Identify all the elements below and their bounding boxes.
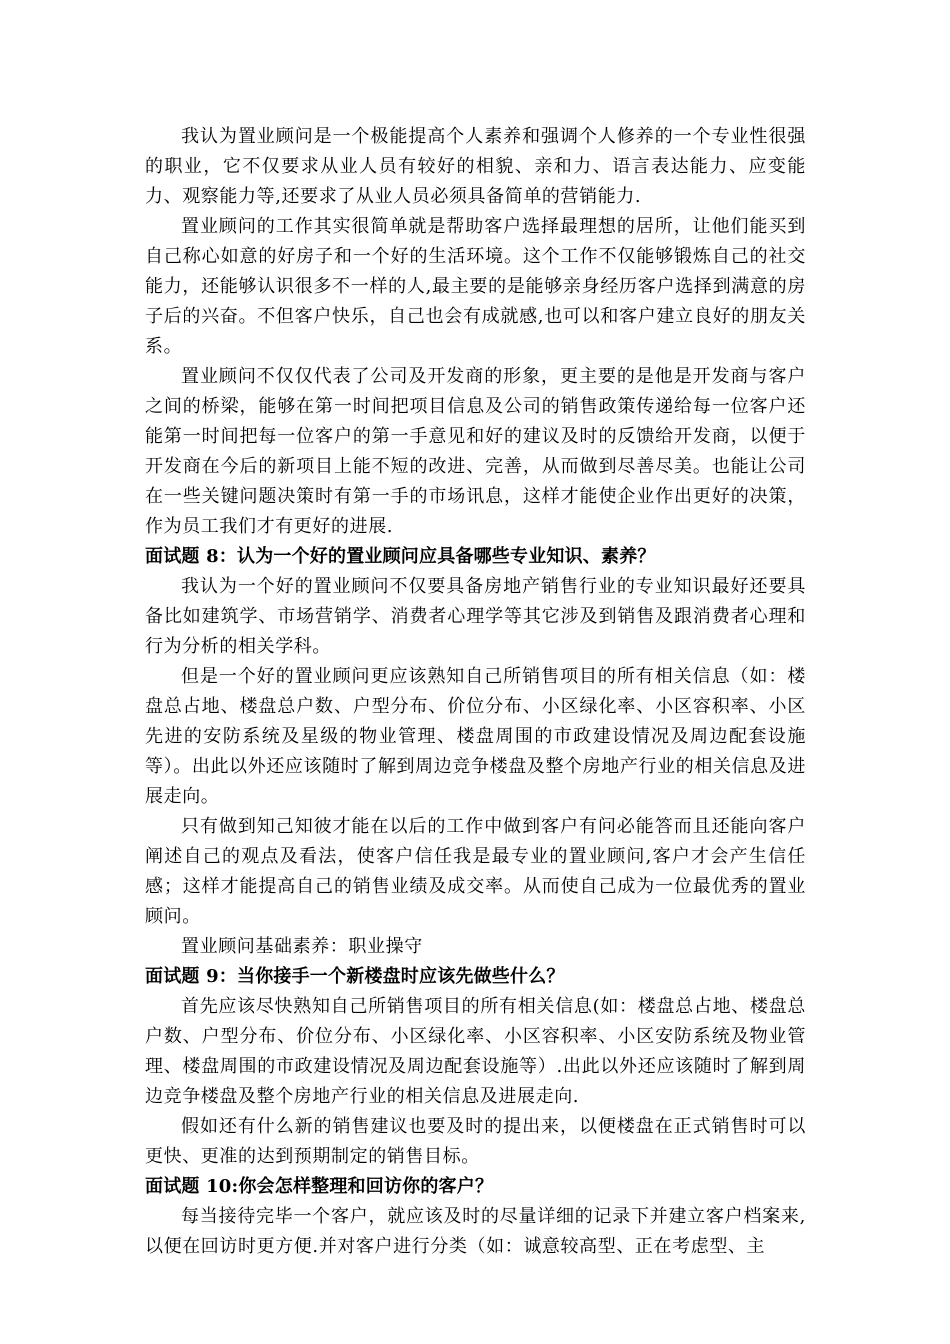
paragraph: 置业顾问的工作其实很简单就是帮助客户选择最理想的居所，让他们能买到自己称心如意的好房子和一个好的生活环境。这个工作不仅能够锻炼自己的社交能力，还能够认识很多不一样的人,最主要的是能够亲身经历客户选择到满意的房子后的兴奋。不但客户快乐，自己也会有成就感,也可以和客户建立良好的朋友关系。	[145, 216, 806, 357]
paragraph: 置业顾问不仅仅代表了公司及开发商的形象，更主要的是他是开发商与客户之间的桥梁，能够在第一时间把项目信息及公司的销售政策传递给每一位客户还能第一时间把每一位客户的第一手意见和好的建议及时的反馈给开发商，以便于开发商在今后的新项目上能不短的改进、完善，从而做到尽善尽美。也能让公司在一些关键问题决策时有第一手的市场讯息，这样才能使企业作出更好的决策，作为员工我们才有更好的进展.	[145, 366, 806, 537]
question-heading: 面试题 9：当你接手一个新楼盘时应该先做些什么？	[145, 966, 565, 987]
question-heading: 面试题 8：认为一个好的置业顾问应具备哪些专业知识、素养？	[145, 546, 656, 567]
paragraph: 但是一个好的置业顾问更应该熟知自己所销售项目的所有相关信息（如：楼盘总占地、楼盘总户数、户型分布、价位分布、小区绿化率、小区容积率、小区先进的安防系统及星级的物业管理、楼盘周围的市政建设情况及周边配套设施等）。出此以外还应该随时了解到周边竞争楼盘及整个房地产行业的相关信息及进展走向。	[145, 666, 806, 807]
document-page	[145, 122, 806, 1262]
paragraph: 置业顾问基础素养：职业操守	[181, 936, 423, 957]
paragraph: 假如还有什么新的销售建议也要及时的提出来，以便楼盘在正式销售时可以更快、更准的达到预期制定的销售目标。	[145, 1116, 806, 1167]
paragraph: 首先应该尽快熟知自己所销售项目的所有相关信息(如：楼盘总占地、楼盘总户数、户型分布、价位分布、小区绿化率、小区容积率、小区安防系统及物业管理、楼盘周围的市政建设情况及周边配套设施等）.出此以外还应该随时了解到周边竞争楼盘及整个房地产行业的相关信息及进展走向.	[145, 996, 806, 1107]
paragraph: 我认为一个好的置业顾问不仅要具备房地产销售行业的专业知识最好还要具备比如建筑学、市场营销学、消费者心理学等其它涉及到销售及跟消费者心理和行为分析的相关学科。	[145, 576, 806, 657]
paragraph: 只有做到知己知彼才能在以后的工作中做到客户有问必能答而且还能向客户阐述自己的观点及看法，使客户信任我是最专业的置业顾问,客户才会产生信任感；这样才能提高自己的销售业绩及成交率。从而使自己成为一位最优秀的置业顾问。	[145, 816, 806, 927]
paragraph: 我认为置业顾问是一个极能提高个人素养和强调个人修养的一个专业性很强的职业，它不仅要求从业人员有较好的相貌、亲和力、语言表达能力、应变能力、观察能力等,还要求了从业人员必须具备简单的营销能力.	[145, 126, 806, 207]
paragraph: 每当接待完毕一个客户，就应该及时的尽量详细的记录下并建立客户档案来,以便在回访时更方便.并对客户进行分类（如：诚意较高型、正在考虑型、主	[145, 1206, 806, 1257]
question-heading: 面试题 10:你会怎样整理和回访你的客户？	[145, 1176, 494, 1197]
